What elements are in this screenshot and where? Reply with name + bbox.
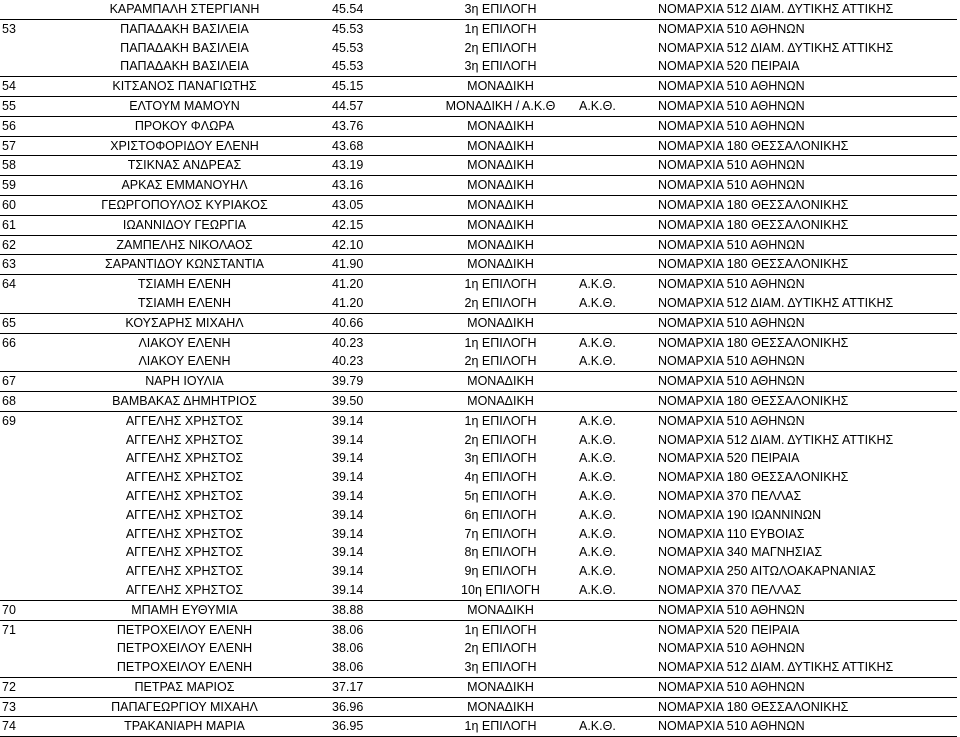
category-cell bbox=[579, 255, 646, 275]
category-cell: Α.Κ.Θ. bbox=[579, 413, 616, 428]
score-cell: 39.14 bbox=[332, 581, 422, 600]
rank-cell bbox=[0, 431, 37, 450]
name-cell: ΠΑΠΑΔΑΚΗ ΒΑΣΙΛΕΙΑ bbox=[37, 57, 332, 76]
table-row bbox=[0, 525, 957, 544]
score-cell: 39.79 bbox=[332, 372, 422, 392]
category-cell: Α.Κ.Θ. bbox=[579, 277, 616, 292]
name-cell: ΑΓΓΕΛΗΣ ΧΡΗΣΤΟΣ bbox=[125, 545, 244, 560]
choice-cell: 1η ΕΠΙΛΟΓΗ bbox=[464, 413, 537, 428]
choice-cell: ΜΟΝΑΔΙΚΗ bbox=[422, 215, 579, 235]
score-cell: 45.53 bbox=[332, 21, 364, 36]
choice-cell: 1η ΕΠΙΛΟΓΗ bbox=[464, 622, 537, 637]
rank-cell: 59 bbox=[0, 176, 37, 196]
category-cell bbox=[579, 215, 646, 235]
category-cell bbox=[579, 697, 646, 717]
name-cell: ΣΑΡΑΝΤΙΔΟΥ ΚΩΝΣΤΑΝΤΙΑ bbox=[37, 255, 332, 275]
choice-cell: ΜΟΝΑΔΙΚΗ bbox=[422, 372, 579, 392]
choice-cell: ΜΟΝΑΔΙΚΗ bbox=[422, 156, 579, 176]
category-cell bbox=[579, 156, 646, 176]
rank-cell bbox=[0, 581, 37, 600]
district-cell: ΝΟΜΑΡΧΙΑ 512 ΔΙΑΜ. ΔΥΤΙΚΗΣ ΑΤΤΙΚΗΣ bbox=[658, 432, 894, 447]
rank-cell: 73 bbox=[0, 697, 37, 717]
choice-cell: ΜΟΝΑΔΙΚΗ bbox=[422, 313, 579, 333]
table-row bbox=[0, 697, 957, 717]
rank-cell: 63 bbox=[0, 255, 37, 275]
rank-cell bbox=[0, 658, 37, 677]
table-row bbox=[0, 658, 957, 677]
choice-cell: 9η ΕΠΙΛΟΓΗ bbox=[464, 564, 537, 579]
name-cell: ΑΓΓΕΛΗΣ ΧΡΗΣΤΟΣ bbox=[37, 581, 332, 600]
score-cell: 39.14 bbox=[332, 413, 364, 428]
choice-cell: ΜΟΝΑΔΙΚΗ bbox=[422, 391, 579, 411]
name-cell: ΠΑΠΑΔΑΚΗ ΒΑΣΙΛΕΙΑ bbox=[120, 40, 249, 55]
choice-cell: 5η ΕΠΙΛΟΓΗ bbox=[464, 488, 537, 503]
table-row bbox=[0, 352, 957, 371]
rank-cell bbox=[0, 562, 37, 581]
table-row bbox=[0, 195, 957, 215]
rank-cell: 64 bbox=[2, 277, 16, 292]
name-cell: ΒΑΜΒΑΚΑΣ ΔΗΜΗΤΡΙΟΣ bbox=[37, 391, 332, 411]
choice-cell: 7η ΕΠΙΛΟΓΗ bbox=[464, 526, 537, 541]
district-cell: ΝΟΜΑΡΧΙΑ 340 ΜΑΓΝΗΣΙΑΣ bbox=[658, 545, 823, 560]
score-cell: 39.14 bbox=[332, 564, 364, 579]
category-cell bbox=[579, 639, 646, 658]
category-cell: Α.Κ.Θ. bbox=[579, 451, 616, 466]
rank-cell: 53 bbox=[2, 21, 16, 36]
district-cell: ΝΟΜΑΡΧΙΑ 510 ΑΘΗΝΩΝ bbox=[646, 717, 957, 737]
rank-cell: 67 bbox=[0, 372, 37, 392]
name-cell: ΚΑΡΑΜΠΑΛΗ ΣΤΕΡΓΙΑΝΗ bbox=[37, 0, 332, 19]
district-cell: ΝΟΜΑΡΧΙΑ 512 ΔΙΑΜ. ΔΥΤΙΚΗΣ ΑΤΤΙΚΗΣ bbox=[658, 40, 894, 55]
name-cell: ΑΓΓΕΛΗΣ ΧΡΗΣΤΟΣ bbox=[125, 470, 244, 485]
table-row bbox=[0, 411, 957, 430]
district-cell: ΝΟΜΑΡΧΙΑ 510 ΑΘΗΝΩΝ bbox=[658, 277, 805, 292]
table-row bbox=[0, 156, 957, 176]
district-cell: ΝΟΜΑΡΧΙΑ 510 ΑΘΗΝΩΝ bbox=[646, 77, 957, 97]
name-cell: ΑΡΚΑΣ ΕΜΜΑΝΟΥΗΛ bbox=[37, 176, 332, 196]
name-cell: ΤΣΙΑΜΗ ΕΛΕΝΗ bbox=[37, 294, 332, 313]
choice-cell: ΜΟΝΑΔΙΚΗ bbox=[422, 677, 579, 697]
choice-cell: ΜΟΝΑΔΙΚΗ bbox=[422, 176, 579, 196]
table-row bbox=[0, 677, 957, 697]
district-cell: ΝΟΜΑΡΧΙΑ 510 ΑΘΗΝΩΝ bbox=[646, 156, 957, 176]
district-cell: ΝΟΜΑΡΧΙΑ 520 ΠΕΙΡΑΙΑ bbox=[646, 57, 957, 76]
district-cell: ΝΟΜΑΡΧΙΑ 512 ΔΙΑΜ. ΔΥΤΙΚΗΣ ΑΤΤΙΚΗΣ bbox=[646, 294, 957, 313]
category-cell bbox=[579, 235, 646, 255]
choice-cell: 4η ΕΠΙΛΟΓΗ bbox=[464, 470, 537, 485]
category-cell: Α.Κ.Θ. bbox=[579, 470, 616, 485]
district-cell: ΝΟΜΑΡΧΙΑ 110 ΕΥΒΟΙΑΣ bbox=[658, 526, 805, 541]
name-cell: ΙΩΑΝΝΙΔΟΥ ΓΕΩΡΓΙΑ bbox=[37, 215, 332, 235]
district-cell: ΝΟΜΑΡΧΙΑ 512 ΔΙΑΜ. ΔΥΤΙΚΗΣ ΑΤΤΙΚΗΣ bbox=[646, 658, 957, 677]
rank-cell bbox=[0, 525, 37, 544]
name-cell: ΚΙΤΣΑΝΟΣ ΠΑΝΑΓΙΩΤΗΣ bbox=[37, 77, 332, 97]
rank-cell: 61 bbox=[0, 215, 37, 235]
name-cell: ΝΑΡΗ ΙΟΥΛΙΑ bbox=[37, 372, 332, 392]
name-cell: ΓΕΩΡΓΟΠΟΥΛΟΣ ΚΥΡΙΑΚΟΣ bbox=[37, 195, 332, 215]
table-row bbox=[0, 235, 957, 255]
name-cell: ΑΓΓΕΛΗΣ ΧΡΗΣΤΟΣ bbox=[125, 432, 244, 447]
category-cell: Α.Κ.Θ. bbox=[579, 581, 646, 600]
name-cell: ΑΓΓΕΛΗΣ ΧΡΗΣΤΟΣ bbox=[125, 507, 244, 522]
name-cell: ΛΙΑΚΟΥ ΕΛΕΝΗ bbox=[37, 352, 332, 371]
rank-cell: 62 bbox=[0, 235, 37, 255]
score-cell: 43.76 bbox=[332, 116, 422, 136]
rank-cell bbox=[0, 487, 37, 506]
category-cell: Α.Κ.Θ. bbox=[579, 488, 616, 503]
name-cell: ΠΡΟΚΟΥ ΦΛΩΡΑ bbox=[37, 116, 332, 136]
table-row bbox=[0, 77, 957, 97]
table-row bbox=[0, 468, 957, 487]
category-cell bbox=[579, 57, 646, 76]
category-cell bbox=[579, 620, 646, 639]
rank-cell bbox=[0, 506, 37, 525]
category-cell bbox=[579, 195, 646, 215]
name-cell: ΠΕΤΡΟΧΕΙΛΟΥ ΕΛΕΝΗ bbox=[37, 658, 332, 677]
score-cell: 39.14 bbox=[332, 488, 364, 503]
category-cell: Α.Κ.Θ. bbox=[579, 294, 646, 313]
category-cell bbox=[579, 372, 646, 392]
score-cell: 36.96 bbox=[332, 697, 422, 717]
score-cell: 40.23 bbox=[332, 335, 364, 350]
category-cell bbox=[579, 391, 646, 411]
score-cell: 43.05 bbox=[332, 195, 422, 215]
table-row bbox=[0, 176, 957, 196]
rank-cell: 69 bbox=[2, 413, 16, 428]
district-cell: ΝΟΜΑΡΧΙΑ 510 ΑΘΗΝΩΝ bbox=[646, 116, 957, 136]
rank-cell bbox=[0, 294, 37, 313]
choice-cell: 1η ΕΠΙΛΟΓΗ bbox=[464, 21, 537, 36]
name-cell: ΖΑΜΠΕΛΗΣ ΝΙΚΟΛΑΟΣ bbox=[37, 235, 332, 255]
score-cell: 45.15 bbox=[332, 77, 422, 97]
district-cell: ΝΟΜΑΡΧΙΑ 180 ΘΕΣΣΑΛΟΝΙΚΗΣ bbox=[646, 391, 957, 411]
table-row bbox=[0, 275, 957, 294]
table-row bbox=[0, 506, 957, 525]
category-cell bbox=[579, 19, 646, 38]
rank-cell: 66 bbox=[2, 335, 16, 350]
district-cell: ΝΟΜΑΡΧΙΑ 520 ΠΕΙΡΑΙΑ bbox=[658, 622, 800, 637]
choice-cell: 8η ΕΠΙΛΟΓΗ bbox=[464, 545, 537, 560]
score-cell: 39.14 bbox=[332, 507, 364, 522]
score-cell: 40.66 bbox=[332, 313, 422, 333]
category-cell: Α.Κ.Θ. bbox=[579, 96, 646, 116]
district-cell: ΝΟΜΑΡΧΙΑ 180 ΘΕΣΣΑΛΟΝΙΚΗΣ bbox=[658, 335, 849, 350]
district-cell: ΝΟΜΑΡΧΙΑ 510 ΑΘΗΝΩΝ bbox=[646, 176, 957, 196]
choice-cell: 1η ΕΠΙΛΟΓΗ bbox=[422, 717, 579, 737]
table-row bbox=[0, 136, 957, 156]
choice-cell: ΜΟΝΑΔΙΚΗ bbox=[422, 136, 579, 156]
name-cell: ΕΛΤΟΥΜ ΜΑΜΟΥΝ bbox=[37, 96, 332, 116]
name-cell: ΑΓΓΕΛΗΣ ΧΡΗΣΤΟΣ bbox=[125, 564, 244, 579]
score-cell: 40.23 bbox=[332, 352, 422, 371]
district-cell: ΝΟΜΑΡΧΙΑ 510 ΑΘΗΝΩΝ bbox=[658, 413, 805, 428]
name-cell: ΠΑΠΑΔΑΚΗ ΒΑΣΙΛΕΙΑ bbox=[120, 21, 249, 36]
rank-cell: 74 bbox=[0, 717, 37, 737]
category-cell bbox=[579, 77, 646, 97]
choice-cell: ΜΟΝΑΔΙΚΗ bbox=[422, 697, 579, 717]
choice-cell: 2η ΕΠΙΛΟΓΗ bbox=[464, 432, 537, 447]
name-cell: ΑΓΓΕΛΗΣ ΧΡΗΣΤΟΣ bbox=[125, 451, 244, 466]
table-row bbox=[0, 620, 957, 639]
score-cell: 43.19 bbox=[332, 156, 422, 176]
table-row bbox=[0, 600, 957, 620]
score-cell: 45.54 bbox=[332, 0, 422, 19]
category-cell: Α.Κ.Θ. bbox=[579, 717, 646, 737]
district-cell: ΝΟΜΑΡΧΙΑ 180 ΘΕΣΣΑΛΟΝΙΚΗΣ bbox=[646, 215, 957, 235]
category-cell bbox=[579, 116, 646, 136]
table-row bbox=[0, 215, 957, 235]
score-cell: 39.14 bbox=[332, 470, 364, 485]
name-cell: ΠΕΤΡΟΧΕΙΛΟΥ ΕΛΕΝΗ bbox=[116, 622, 253, 637]
name-cell: ΠΕΤΡΑΣ ΜΑΡΙΟΣ bbox=[37, 677, 332, 697]
table-row bbox=[0, 96, 957, 116]
table-row bbox=[0, 255, 957, 275]
name-cell: ΤΣΙΑΜΗ ΕΛΕΝΗ bbox=[137, 277, 232, 292]
rank-cell bbox=[0, 39, 37, 58]
category-cell bbox=[579, 677, 646, 697]
name-cell: ΠΕΤΡΟΧΕΙΛΟΥ ΕΛΕΝΗ bbox=[116, 641, 253, 656]
choice-cell: ΜΟΝΑΔΙΚΗ bbox=[422, 255, 579, 275]
rank-cell: 65 bbox=[0, 313, 37, 333]
name-cell: ΠΑΠΑΓΕΩΡΓΙΟΥ ΜΙΧΑΗΛ bbox=[37, 697, 332, 717]
score-cell: 43.16 bbox=[332, 176, 422, 196]
rank-cell bbox=[0, 449, 37, 468]
choice-cell: 1η ΕΠΙΛΟΓΗ bbox=[464, 335, 537, 350]
rank-cell bbox=[0, 0, 37, 19]
table-row bbox=[0, 333, 957, 352]
category-cell bbox=[579, 136, 646, 156]
category-cell: Α.Κ.Θ. bbox=[579, 526, 616, 541]
table-row bbox=[0, 449, 957, 468]
district-cell: ΝΟΜΑΡΧΙΑ 180 ΘΕΣΣΑΛΟΝΙΚΗΣ bbox=[646, 255, 957, 275]
district-cell: ΝΟΜΑΡΧΙΑ 510 ΑΘΗΝΩΝ bbox=[646, 372, 957, 392]
rank-cell bbox=[0, 639, 37, 658]
district-cell: ΝΟΜΑΡΧΙΑ 510 ΑΘΗΝΩΝ bbox=[646, 235, 957, 255]
category-cell: Α.Κ.Θ. bbox=[579, 335, 616, 350]
table-row bbox=[0, 313, 957, 333]
choice-cell: 3η ΕΠΙΛΟΓΗ bbox=[422, 57, 579, 76]
score-cell: 44.57 bbox=[332, 96, 422, 116]
score-cell: 37.17 bbox=[332, 677, 422, 697]
category-cell: Α.Κ.Θ. bbox=[579, 564, 616, 579]
district-cell: ΝΟΜΑΡΧΙΑ 370 ΠΕΛΛΑΣ bbox=[646, 581, 957, 600]
district-cell: ΝΟΜΑΡΧΙΑ 510 ΑΘΗΝΩΝ bbox=[646, 313, 957, 333]
category-cell bbox=[579, 658, 646, 677]
rank-cell: 60 bbox=[0, 195, 37, 215]
district-cell: ΝΟΜΑΡΧΙΑ 510 ΑΘΗΝΩΝ bbox=[646, 677, 957, 697]
rank-cell: 58 bbox=[0, 156, 37, 176]
score-cell: 39.50 bbox=[332, 391, 422, 411]
rank-cell: 56 bbox=[0, 116, 37, 136]
table-row bbox=[0, 543, 957, 562]
rank-cell: 71 bbox=[2, 622, 16, 637]
choice-cell: ΜΟΝΑΔΙΚΗ bbox=[422, 116, 579, 136]
choice-cell: ΜΟΝΑΔΙΚΗ bbox=[422, 600, 579, 620]
district-cell: ΝΟΜΑΡΧΙΑ 512 ΔΙΑΜ. ΔΥΤΙΚΗΣ ΑΤΤΙΚΗΣ bbox=[646, 0, 957, 19]
score-cell: 36.95 bbox=[332, 717, 422, 737]
name-cell: ΧΡΙΣΤΟΦΟΡΙΔΟΥ ΕΛΕΝΗ bbox=[37, 136, 332, 156]
table-row bbox=[0, 487, 957, 506]
category-cell bbox=[579, 0, 646, 19]
district-cell: ΝΟΜΑΡΧΙΑ 180 ΘΕΣΣΑΛΟΝΙΚΗΣ bbox=[646, 136, 957, 156]
category-cell bbox=[579, 313, 646, 333]
choice-cell: 2η ΕΠΙΛΟΓΗ bbox=[464, 40, 537, 55]
table-row bbox=[0, 431, 957, 450]
name-cell: ΚΟΥΣΑΡΗΣ ΜΙΧΑΗΛ bbox=[37, 313, 332, 333]
score-cell: 38.06 bbox=[332, 641, 364, 656]
category-cell bbox=[579, 176, 646, 196]
district-cell: ΝΟΜΑΡΧΙΑ 190 ΙΩΑΝΝΙΝΩΝ bbox=[658, 507, 822, 522]
district-cell: ΝΟΜΑΡΧΙΑ 520 ΠΕΙΡΑΙΑ bbox=[658, 451, 800, 466]
district-cell: ΝΟΜΑΡΧΙΑ 180 ΘΕΣΣΑΛΟΝΙΚΗΣ bbox=[646, 697, 957, 717]
rank-cell bbox=[0, 57, 37, 76]
choice-cell: 2η ΕΠΙΛΟΓΗ bbox=[422, 294, 579, 313]
choice-cell: 3η ΕΠΙΛΟΓΗ bbox=[422, 658, 579, 677]
rank-cell: 68 bbox=[0, 391, 37, 411]
district-cell: ΝΟΜΑΡΧΙΑ 510 ΑΘΗΝΩΝ bbox=[658, 21, 805, 36]
name-cell: ΑΓΓΕΛΗΣ ΧΡΗΣΤΟΣ bbox=[125, 488, 244, 503]
score-cell: 38.06 bbox=[332, 658, 422, 677]
score-cell: 41.20 bbox=[332, 294, 422, 313]
choice-cell: 10η ΕΠΙΛΟΓΗ bbox=[422, 581, 579, 600]
district-cell: ΝΟΜΑΡΧΙΑ 370 ΠΕΛΛΑΣ bbox=[658, 488, 802, 503]
score-cell: 43.68 bbox=[332, 136, 422, 156]
choice-cell: ΜΟΝΑΔΙΚΗ bbox=[422, 195, 579, 215]
category-cell: Α.Κ.Θ. bbox=[579, 545, 616, 560]
table-row bbox=[0, 581, 957, 600]
name-cell: ΑΓΓΕΛΗΣ ΧΡΗΣΤΟΣ bbox=[125, 413, 244, 428]
choice-cell: 1η ΕΠΙΛΟΓΗ bbox=[464, 277, 537, 292]
score-cell: 45.53 bbox=[332, 40, 364, 55]
name-cell: ΤΡΑΚΑΝΙΑΡΗ ΜΑΡΙΑ bbox=[37, 717, 332, 737]
district-cell: ΝΟΜΑΡΧΙΑ 180 ΘΕΣΣΑΛΟΝΙΚΗΣ bbox=[646, 195, 957, 215]
category-cell: Α.Κ.Θ. bbox=[579, 352, 646, 371]
choice-cell: ΜΟΝΑΔΙΚΗ / Α.Κ.Θ bbox=[422, 96, 579, 116]
score-cell: 42.10 bbox=[332, 235, 422, 255]
rank-cell: 70 bbox=[0, 600, 37, 620]
rank-cell bbox=[0, 468, 37, 487]
category-cell bbox=[579, 39, 646, 58]
table-row bbox=[0, 562, 957, 581]
score-cell: 42.15 bbox=[332, 215, 422, 235]
score-cell: 39.14 bbox=[332, 545, 364, 560]
district-cell: ΝΟΜΑΡΧΙΑ 510 ΑΘΗΝΩΝ bbox=[646, 600, 957, 620]
choice-cell: ΜΟΝΑΔΙΚΗ bbox=[422, 77, 579, 97]
score-cell: 38.88 bbox=[332, 600, 422, 620]
name-cell: ΛΙΑΚΟΥ ΕΛΕΝΗ bbox=[138, 335, 231, 350]
district-cell: ΝΟΜΑΡΧΙΑ 510 ΑΘΗΝΩΝ bbox=[646, 352, 957, 371]
score-cell: 39.14 bbox=[332, 432, 364, 447]
category-cell bbox=[579, 600, 646, 620]
rank-cell: 72 bbox=[0, 677, 37, 697]
table-row bbox=[0, 19, 957, 38]
rank-cell: 57 bbox=[0, 136, 37, 156]
table-row bbox=[0, 294, 957, 313]
choice-cell: 3η ΕΠΙΛΟΓΗ bbox=[464, 451, 537, 466]
score-cell: 41.90 bbox=[332, 255, 422, 275]
table-row bbox=[0, 0, 957, 19]
table-row bbox=[0, 391, 957, 411]
category-cell: Α.Κ.Θ. bbox=[579, 432, 616, 447]
name-cell: ΑΓΓΕΛΗΣ ΧΡΗΣΤΟΣ bbox=[125, 526, 244, 541]
table-row bbox=[0, 116, 957, 136]
name-cell: ΜΠΑΜΗ ΕΥΘΥΜΙΑ bbox=[37, 600, 332, 620]
score-cell: 38.06 bbox=[332, 622, 364, 637]
score-cell: 45.53 bbox=[332, 57, 422, 76]
name-cell: ΤΣΙΚΝΑΣ ΑΝΔΡΕΑΣ bbox=[37, 156, 332, 176]
score-cell: 39.14 bbox=[332, 451, 364, 466]
choice-cell: 2η ΕΠΙΛΟΓΗ bbox=[464, 641, 537, 656]
district-cell: ΝΟΜΑΡΧΙΑ 250 ΑΙΤΩΛΟΑΚΑΡΝΑΝΙΑΣ bbox=[658, 564, 876, 579]
rank-cell bbox=[0, 352, 37, 371]
district-cell: ΝΟΜΑΡΧΙΑ 510 ΑΘΗΝΩΝ bbox=[646, 96, 957, 116]
table-row bbox=[0, 372, 957, 392]
district-cell: ΝΟΜΑΡΧΙΑ 510 ΑΘΗΝΩΝ bbox=[658, 641, 805, 656]
rank-cell bbox=[0, 543, 37, 562]
table-row bbox=[0, 39, 957, 58]
category-cell: Α.Κ.Θ. bbox=[579, 507, 616, 522]
choice-cell: ΜΟΝΑΔΙΚΗ bbox=[422, 235, 579, 255]
table-row bbox=[0, 57, 957, 76]
choice-cell: 2η ΕΠΙΛΟΓΗ bbox=[422, 352, 579, 371]
rank-cell: 54 bbox=[0, 77, 37, 97]
table-row bbox=[0, 639, 957, 658]
district-cell: ΝΟΜΑΡΧΙΑ 180 ΘΕΣΣΑΛΟΝΙΚΗΣ bbox=[658, 470, 849, 485]
rank-cell: 55 bbox=[0, 96, 37, 116]
score-cell: 41.20 bbox=[332, 277, 364, 292]
score-cell: 39.14 bbox=[332, 526, 364, 541]
choice-cell: 3η ΕΠΙΛΟΓΗ bbox=[422, 0, 579, 19]
choice-cell: 6η ΕΠΙΛΟΓΗ bbox=[464, 507, 537, 522]
